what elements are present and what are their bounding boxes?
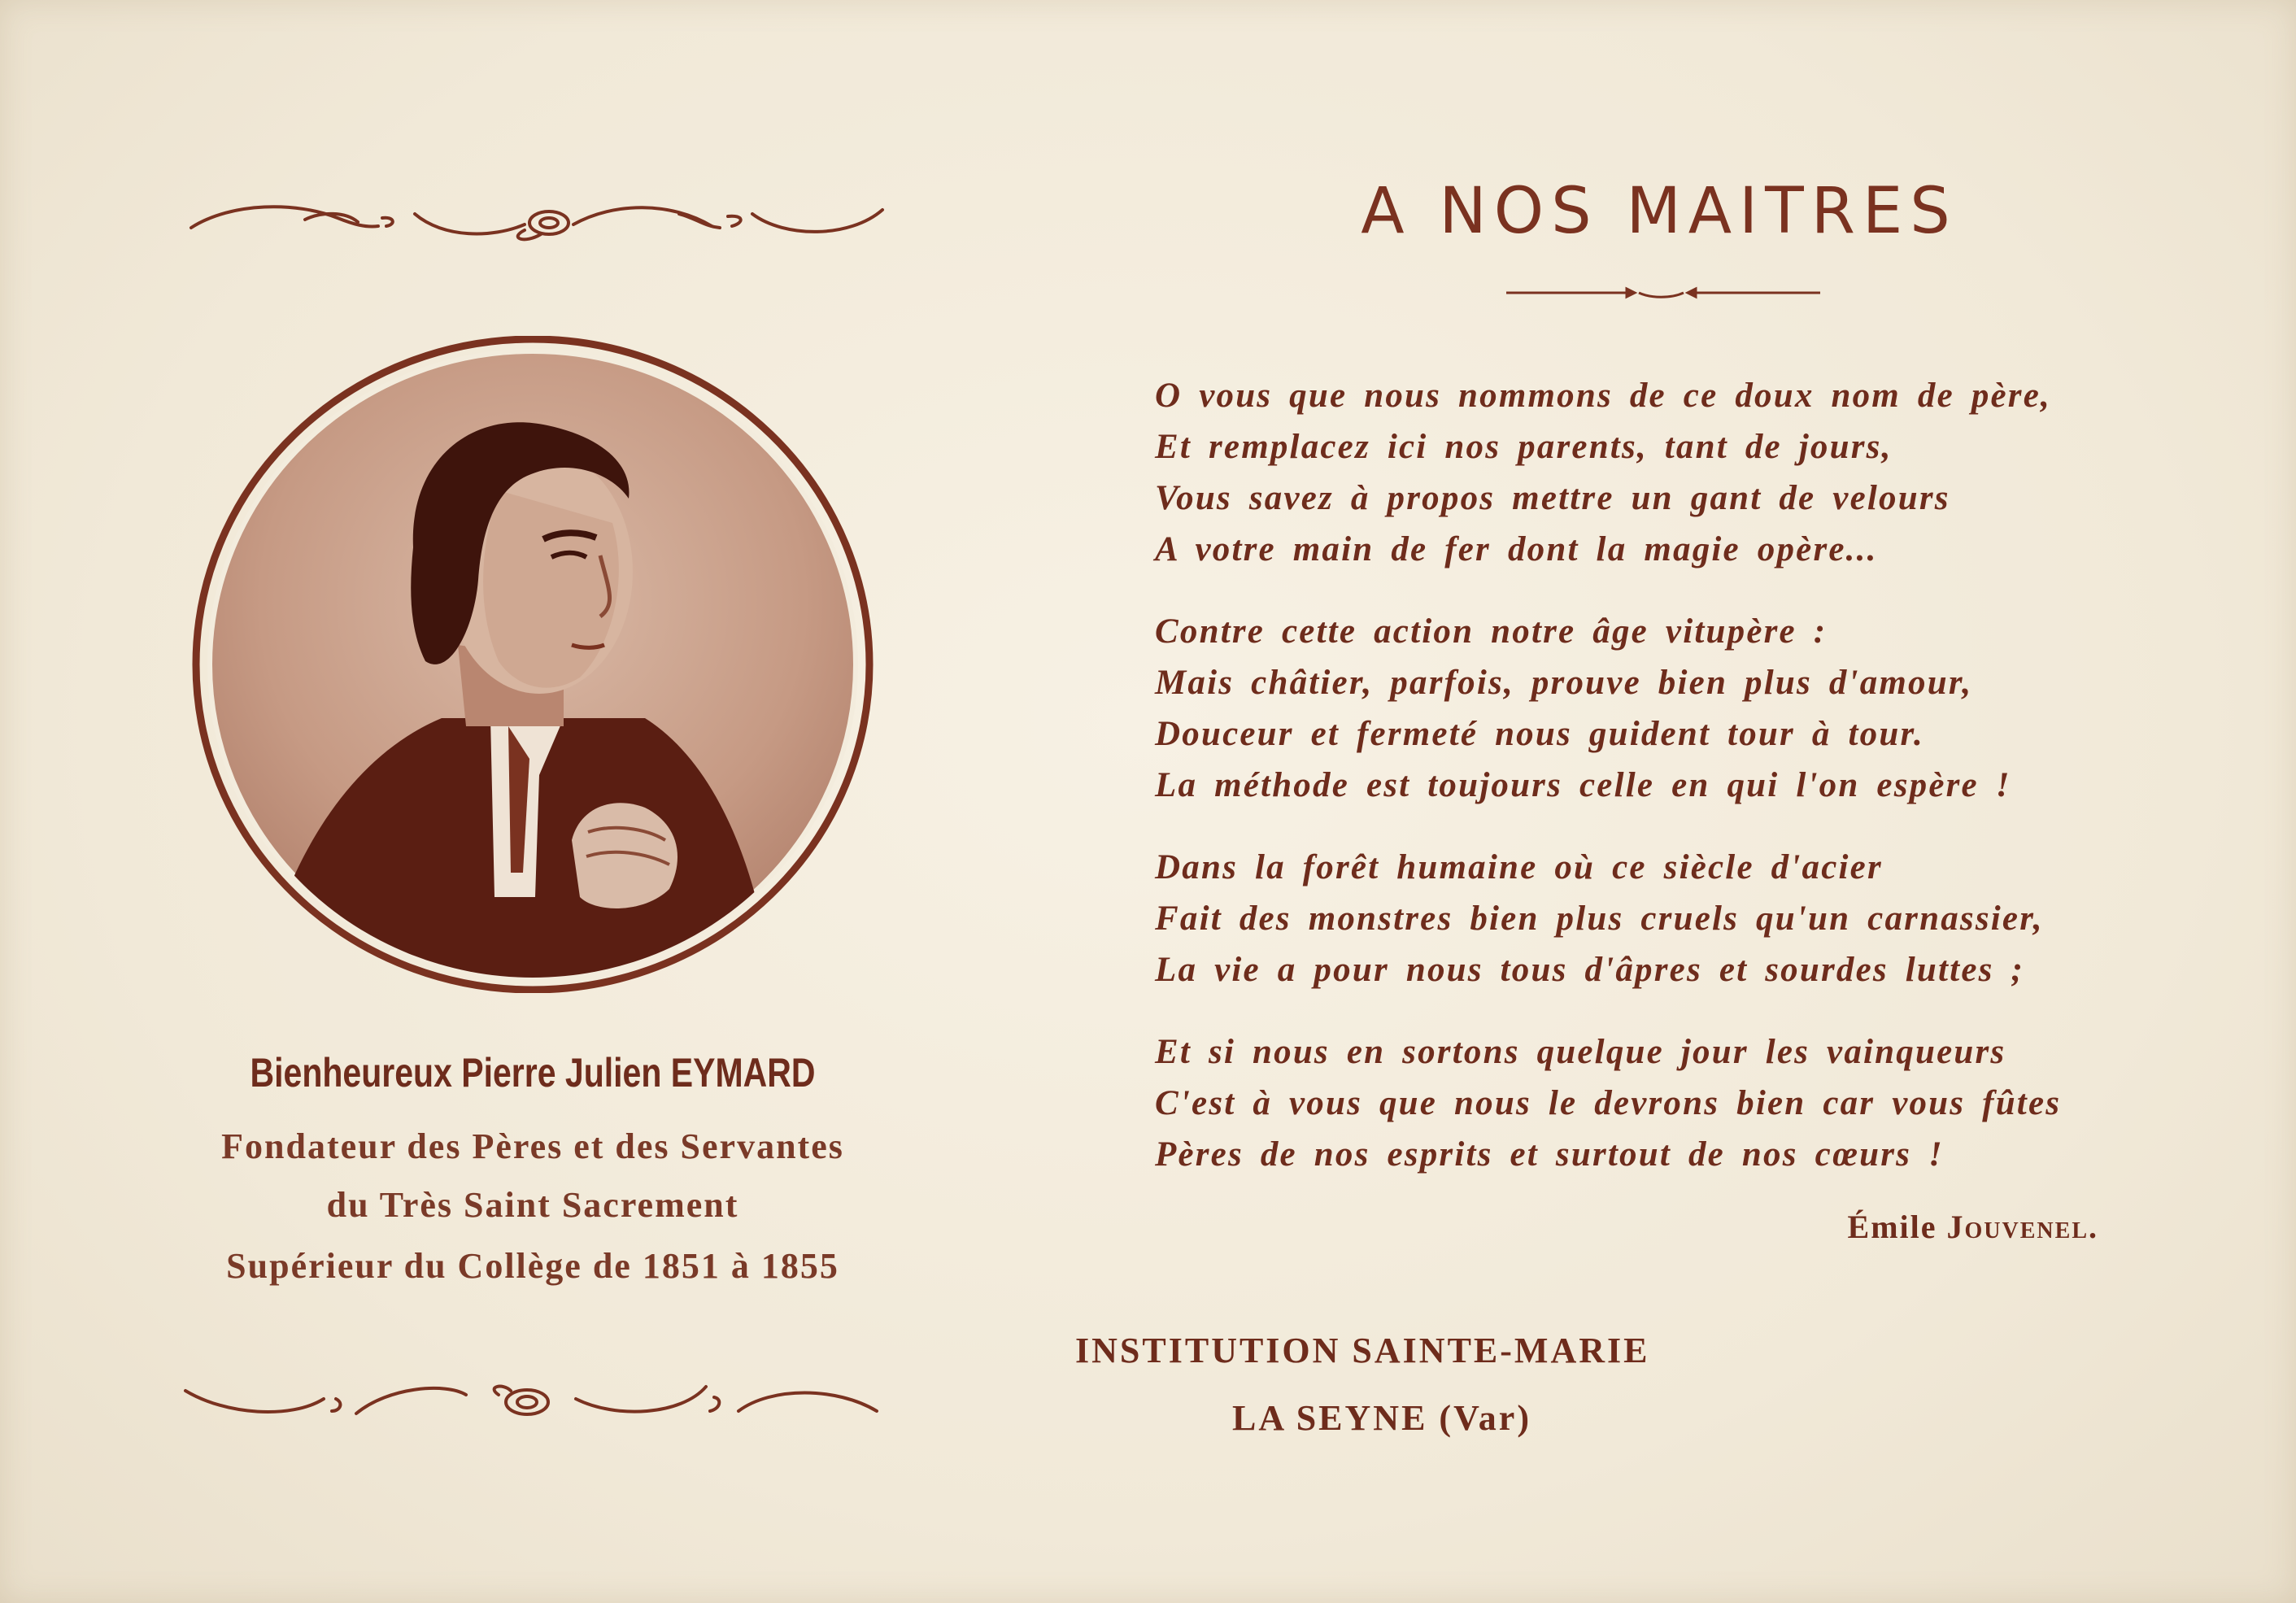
portrait-caption-name: Bienheureux Pierre Julien EYMARD [250, 1050, 816, 1096]
bottom-ornament-flourish [177, 1374, 885, 1431]
poem-body [1155, 370, 2180, 1211]
poem-stanza-1 [1155, 370, 2180, 575]
institution-name: INSTITUTION SAINTE-MARIE [1075, 1331, 1650, 1370]
portrait-image [190, 336, 876, 993]
poem-verse: Fait des monstres bien plus cruels qu'un carnassier, [1155, 900, 2044, 938]
portrait-caption-line-2: du Très Saint Sacrement [326, 1185, 739, 1225]
poem-verse: A votre main de fer dont la magie opère... [1155, 530, 1878, 568]
poem-verse: Pères de nos esprits et surtout de nos cœurs ! [1155, 1135, 1944, 1174]
poem-verse: Et remplacez ici nos parents, tant de jours, [1155, 428, 1893, 466]
author-first-name: Émile [1847, 1209, 1937, 1245]
poem-verse: Vous savez à propos mettre un gant de velours [1155, 479, 1950, 517]
poem-verse: O vous que nous nommons de ce doux nom de père, [1155, 377, 2051, 415]
poem-author [1724, 1208, 2098, 1246]
poem-verse: La vie a pour nous tous d'âpres et sourdes luttes ; [1155, 951, 2025, 989]
poem-stanza-2 [1155, 606, 2180, 811]
portrait-medallion [190, 336, 876, 993]
portrait-caption-line-3: Supérieur du Collège de 1851 à 1855 [226, 1246, 839, 1286]
poem-verse: C'est à vous que nous le devrons bien car vous fûtes [1155, 1084, 2062, 1122]
poem-verse: Douceur et fermeté nous guident tour à tour. [1155, 715, 1925, 753]
poem-verse: Et si nous en sortons quelque jour les vainqueurs [1155, 1033, 2006, 1071]
institution-place: LA SEYNE (Var) [1232, 1398, 1531, 1438]
poem-stanza-3 [1155, 842, 2180, 995]
poem-verse: Dans la forêt humaine où ce siècle d'acier [1155, 848, 1883, 886]
poem-stanza-4 [1155, 1026, 2180, 1180]
title-divider [1505, 281, 1822, 305]
portrait-caption-line-1: Fondateur des Pères et des Servantes [221, 1126, 844, 1166]
poem-verse: La méthode est toujours celle en qui l'on espère ! [1155, 766, 2011, 804]
poem-verse: Contre cette action notre âge vitupère : [1155, 612, 1828, 651]
poem-verse: Mais châtier, parfois, prouve bien plus d'amour, [1155, 664, 1973, 702]
poem-title: A NOS MAITRES [1361, 175, 1958, 248]
top-ornament-flourish [183, 194, 891, 250]
author-last-name: Jouvenel. [1946, 1209, 2098, 1245]
